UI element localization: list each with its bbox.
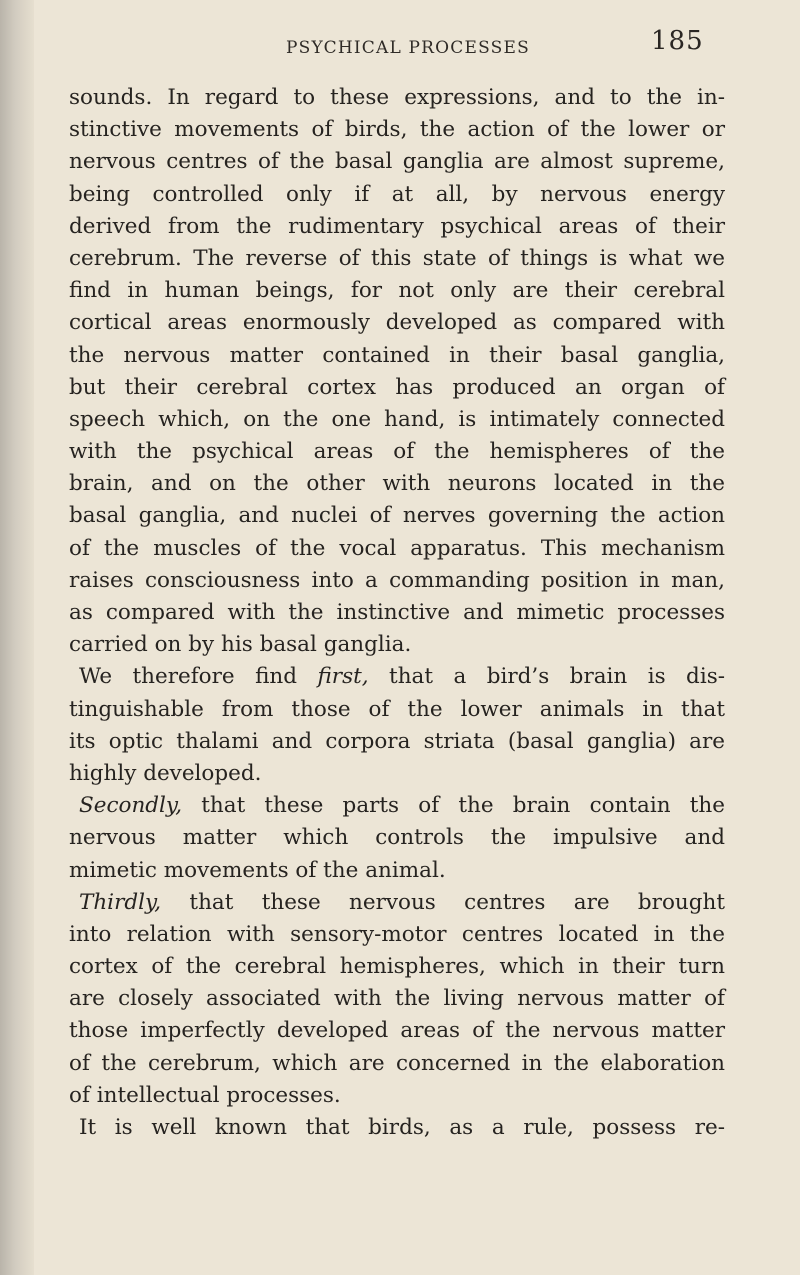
- italic-word: Secondly,: [79, 793, 183, 819]
- text-line: of intellectual processes.: [69, 1082, 341, 1108]
- body-text: [69, 82, 725, 1144]
- text-line: speech which, on the one hand, is intimately connected: [69, 406, 725, 432]
- text-line: nervous matter which controls the impulsive and: [69, 825, 725, 851]
- text-line: as compared with the instinctive and mimetic processes: [69, 600, 725, 625]
- line-text: that a bird’s brain is dis-: [368, 664, 725, 690]
- text-line: basal ganglia, and nuclei of nerves governing the action: [69, 503, 725, 529]
- text-line: its optic thalami and corpora striata (basal ganglia) are: [69, 728, 725, 754]
- binding-gutter-shadow: [0, 0, 34, 1275]
- text-line: are closely associated with the living nervous matter of: [69, 986, 725, 1012]
- text-line: those imperfectly developed areas of the nervous matter: [69, 1018, 725, 1044]
- text-line: cerebrum. The reverse of this state of things is what we: [69, 245, 725, 271]
- running-title: PSYCHICAL PROCESSES: [286, 38, 530, 58]
- text-line: mimetic movements of the animal.: [69, 857, 446, 883]
- line-text: that these nervous centres are brought: [161, 889, 725, 915]
- text-line: with the psychical areas of the hemispheres of the: [69, 439, 725, 465]
- text-line: raises consciousness into a commanding position in man,: [69, 567, 725, 593]
- text-line: cortex of the cerebral hemispheres, which in their turn: [69, 954, 725, 980]
- text-line: being controlled only if at all, by nervous energy: [69, 181, 725, 207]
- line-text: that these parts of the brain contain the: [182, 793, 725, 819]
- text-line: cortical areas enormously developed as compared with: [69, 310, 725, 336]
- text-line: of the cerebrum, which are concerned in the elaboration: [69, 1050, 725, 1076]
- text-line: but their cerebral cortex has produced an organ of: [69, 374, 725, 400]
- page-number: 185: [651, 26, 704, 56]
- line-text: We therefore find: [79, 664, 318, 690]
- text-line: derived from the rudimentary psychical areas of their: [69, 213, 725, 239]
- text-line: [69, 887, 725, 919]
- text-line: find in human beings, for not only are their cerebral: [69, 278, 725, 304]
- italic-word: Thirdly,: [79, 889, 162, 915]
- text-line: tinguishable from those of the lower animals in that: [69, 696, 725, 722]
- text-line: stinctive movements of birds, the action of the lower or: [69, 117, 725, 143]
- page-header: [0, 26, 800, 70]
- italic-word: first,: [317, 664, 369, 690]
- text-line: It is well known that birds, as a rule, possess re-: [79, 1115, 725, 1140]
- text-line: into relation with sensory-motor centres located in the: [69, 921, 725, 947]
- text-line: nervous centres of the basal ganglia are almost supreme,: [69, 149, 725, 175]
- text-line: [69, 790, 725, 822]
- text-line: [69, 661, 725, 693]
- text-line: the nervous matter contained in their basal ganglia,: [69, 342, 725, 368]
- text-line: of the muscles of the vocal apparatus. This mechanism: [69, 535, 725, 561]
- text-line: highly developed.: [69, 760, 262, 786]
- text-line: carried on by his basal ganglia.: [69, 632, 412, 658]
- text-line: brain, and on the other with neurons located in the: [69, 471, 725, 497]
- text-line: sounds. In regard to these expressions, and to the in-: [69, 85, 725, 110]
